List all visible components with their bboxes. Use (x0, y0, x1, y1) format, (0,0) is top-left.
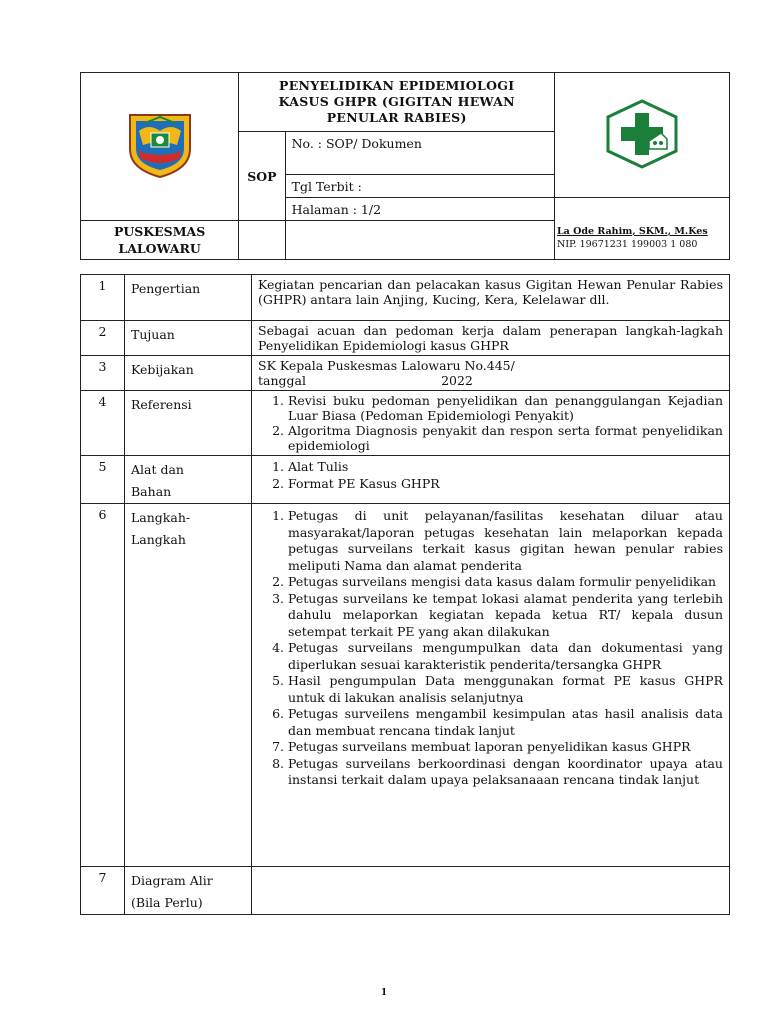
row-content (252, 504, 730, 867)
puskesmas-logo-icon (605, 99, 679, 169)
table-row (81, 356, 730, 391)
row-number: 6 (81, 504, 125, 867)
row-number: 1 (81, 275, 125, 321)
table-row (81, 275, 730, 321)
row-number: 7 (81, 867, 125, 915)
table-row (81, 867, 730, 915)
table-row (81, 504, 730, 867)
row-label: Kebijakan (125, 356, 252, 391)
signer-nip: NIP. 19671231 199003 1 080 (557, 239, 698, 250)
reference-list (258, 393, 723, 453)
steps-list (258, 508, 723, 789)
table-row (81, 456, 730, 504)
organization-line-2: LALOWARU (118, 241, 201, 256)
label-line-2: Bahan (131, 484, 172, 499)
page-count: Halaman : 1/2 (285, 198, 555, 221)
row-label: Pengertian (125, 275, 252, 321)
puskesmas-logo-cell (555, 73, 730, 198)
row-content: Kegiatan pencarian dan pelacakan kasus Gigitan Hewan Penular Rabies (GHPR) antara lain Anjing, Kucing, Kera, Kelelawar dll. (252, 275, 730, 321)
row-label: Referensi (125, 391, 252, 456)
list-item: 7. Petugas surveilans membuat laporan penyelidikan kasus GHPR (288, 739, 723, 756)
list-item: 1. Petugas di unit pelayanan/fasilitas kesehatan diluar atau masyarakat/laporan petugas kesehatan lain melaporkan kepada petugas surveilans terkait kasus gigitan hewan penular rabies meliputi Nama dan alamat penderita (288, 508, 723, 574)
row-number: 2 (81, 321, 125, 356)
policy-line-2: tanggal 2022 (258, 373, 473, 388)
list-item: 2. Petugas surveilans mengisi data kasus dalam formulir penyelidikan (288, 574, 723, 591)
regency-emblem-icon (125, 109, 195, 181)
label-line-1: Alat dan (131, 462, 184, 477)
row-number: 3 (81, 356, 125, 391)
row-label (125, 867, 252, 915)
list-item: 3. Petugas surveilans ke tempat lokasi alamat penderita yang terlebih dahulu melaporkan kegiatan kepada ketua RT/ kepala dusun setempat terkait PE yang akan dilakukan (288, 591, 723, 641)
row-label (125, 504, 252, 867)
table-row (81, 391, 730, 456)
list-item: 8. Petugas surveilans berkoordinasi dengan koordinator upaya atau instansi terkait dalam upaya pelaksanaaan rencana tindak lanjut (288, 756, 723, 789)
list-item: 4. Petugas surveilans mengumpulkan data dan dokumentasi yang diperlukan sesuai karakteristik penderita/tersangka GHPR (288, 640, 723, 673)
document-number: No. : SOP/ Dokumen (285, 132, 555, 175)
label-line-2: Langkah (131, 532, 186, 547)
label-line-1: Langkah- (131, 510, 191, 525)
empty-cell (239, 221, 285, 260)
page-number: 1 (380, 988, 388, 998)
sop-label: SOP (239, 132, 285, 221)
policy-line-1: SK Kepala Puskesmas Lalowaru No.445/ (258, 358, 515, 373)
row-label (125, 456, 252, 504)
list-item: 2. Format PE Kasus GHPR (288, 475, 723, 492)
row-label: Tujuan (125, 321, 252, 356)
title-line-1: PENYELIDIKAN EPIDEMIOLOGI (279, 78, 515, 93)
signature-block (557, 226, 729, 251)
row-content (252, 391, 730, 456)
sop-content-table (80, 274, 730, 915)
row-number: 5 (81, 456, 125, 504)
row-content (252, 867, 730, 915)
row-content (252, 356, 730, 391)
list-item: 1. Alat Tulis (288, 458, 723, 475)
label-line-1: Diagram Alir (131, 873, 213, 888)
row-content (252, 456, 730, 504)
label-line-2: (Bila Perlu) (131, 895, 203, 910)
list-item: 2. Algoritma Diagnosis penyakit dan respon serta format penyelidikan epidemiologi (288, 423, 723, 453)
row-content: Sebagai acuan dan pedoman kerja dalam penerapan langkah-lagkah Penyelidikan Epidemiologi kasus GHPR (252, 321, 730, 356)
empty-cell-2 (285, 221, 555, 260)
organization-line-1: PUSKESMAS (113, 224, 206, 239)
regency-logo-cell (81, 73, 239, 221)
title-line-3: PENULAR RABIES) (326, 110, 467, 125)
list-item: 5. Hasil pengumpulan Data menggunakan format PE kasus GHPR untuk di lakukan analisis selanjutnya (288, 673, 723, 706)
list-item: 6. Petugas surveilens mengambil kesimpulan atas hasil analisis data dan membuat rencana tindak lanjut (288, 706, 723, 739)
issue-date: Tgl Terbit : (285, 175, 555, 198)
title-line-2: KASUS GHPR (GIGITAN HEWAN (278, 94, 515, 109)
row-number: 4 (81, 391, 125, 456)
tools-list (258, 458, 723, 492)
list-item: 1. Revisi buku pedoman penyelidikan dan penanggulangan Kejadian Luar Biasa (Pedoman Epidemiologi Penyakit) (288, 393, 723, 423)
signer-name: La Ode Rahim, SKM., M.Kes (557, 226, 708, 237)
document-title (239, 73, 555, 132)
table-row (81, 321, 730, 356)
organization-name (81, 221, 239, 260)
